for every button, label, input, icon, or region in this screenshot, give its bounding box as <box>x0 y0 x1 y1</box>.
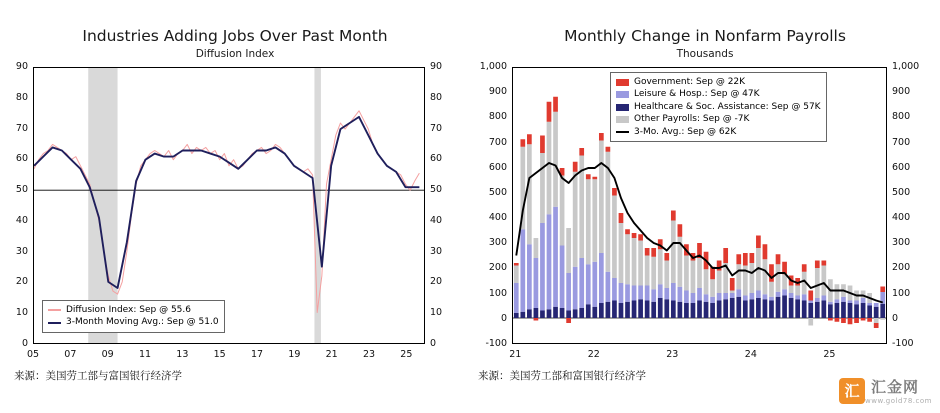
x-tick-label: 25 <box>400 349 413 360</box>
legend-label: Government: Sep @ 22K <box>634 77 746 87</box>
y-tick-label-right: 80 <box>430 91 443 103</box>
y-tick-label: 500 <box>488 186 507 198</box>
legend-label: Other Payrolls: Sep @ -7K <box>634 114 750 125</box>
y-tick-label-right: 900 <box>892 86 911 98</box>
y-tick-label-right: 500 <box>892 186 911 198</box>
y-tick-label-right: 600 <box>892 161 911 173</box>
y-tick-label: 90 <box>15 61 28 72</box>
left-chart-title: Industries Adding Jobs Over Past Month <box>82 27 388 45</box>
y-tick-label: 80 <box>15 91 28 103</box>
y-tick-label: 60 <box>15 153 28 165</box>
y-tick-label: 100 <box>488 287 507 299</box>
y-tick-label: 600 <box>488 161 507 173</box>
x-tick-label: 17 <box>250 349 264 360</box>
legend-item <box>616 126 821 138</box>
watermark-text: 汇金网 <box>871 378 920 396</box>
x-tick-label: 11 <box>138 349 152 360</box>
legend-item <box>616 113 821 125</box>
x-tick-label: 23 <box>666 349 679 360</box>
x-tick-label: 22 <box>587 349 600 360</box>
y-tick-label-right: 10 <box>430 307 443 319</box>
y-tick-label-right: 30 <box>430 245 443 257</box>
y-tick-label-right: 60 <box>430 153 443 165</box>
x-tick-label: 23 <box>362 349 376 360</box>
x-tick-label: 05 <box>26 349 40 360</box>
y-tick-label-right: 0 <box>892 312 899 324</box>
legend-label: Healthcare & Soc. Assistance: Sep @ 57K <box>634 101 821 112</box>
y-tick-label: 1,000 <box>479 61 507 72</box>
x-tick-label: 21 <box>325 349 338 360</box>
y-tick-label-right: -100 <box>892 338 914 349</box>
legend-item <box>616 101 821 113</box>
y-tick-label-right: 70 <box>430 122 443 134</box>
y-tick-label: 40 <box>15 214 28 226</box>
legend-item <box>48 304 219 316</box>
y-tick-label: 10 <box>15 307 28 319</box>
legend-swatch-diffusion-icon <box>48 309 61 311</box>
y-tick-label: 70 <box>15 122 28 134</box>
legend-swatch-leisure-icon <box>616 91 629 98</box>
watermark-logo-icon: 汇 <box>839 378 865 404</box>
y-tick-label-right: 100 <box>892 287 911 299</box>
y-tick-label: 400 <box>488 212 507 224</box>
y-tick-label-right: 700 <box>892 136 911 148</box>
x-tick-label: 07 <box>64 349 77 360</box>
left-source-note: 来源：美国劳工部与富国银行经济学 <box>14 370 182 382</box>
y-tick-label-right: 0 <box>430 338 437 349</box>
right-chart-title: Monthly Change in Nonfarm Payrolls <box>564 27 846 45</box>
y-tick-label-right: 40 <box>430 214 443 226</box>
x-tick-label: 15 <box>213 349 226 360</box>
y-tick-label-right: 800 <box>892 111 911 123</box>
y-tick-label-right: 300 <box>892 237 911 249</box>
legend-label: 3-Month Moving Avg.: Sep @ 51.0 <box>66 317 219 328</box>
x-tick-label: 24 <box>744 349 757 360</box>
y-tick-label: 800 <box>488 111 507 123</box>
left-chart-subtitle: Diffusion Index <box>195 48 275 61</box>
legend-swatch-3mo-avg-icon <box>616 131 629 133</box>
legend-item <box>616 76 821 88</box>
legend-swatch-movavg-icon <box>48 322 61 324</box>
legend-label: Diffusion Index: Sep @ 55.6 <box>66 305 191 315</box>
y-tick-label: 50 <box>15 184 28 196</box>
y-tick-label: 0 <box>500 312 507 324</box>
legend-swatch-healthcare-icon <box>616 104 629 111</box>
y-tick-label-right: 400 <box>892 212 911 224</box>
watermark-subtext: www.gold78.com <box>865 397 932 405</box>
legend-swatch-government-icon <box>616 79 629 86</box>
right-source-note: 来源：美国劳工部和富国银行经济学 <box>478 370 646 382</box>
y-tick-label: 300 <box>488 237 507 249</box>
y-tick-label-right: 50 <box>430 184 443 196</box>
y-tick-label: 20 <box>15 276 28 288</box>
y-tick-label-right: 1,000 <box>892 61 920 72</box>
y-tick-label-right: 20 <box>430 276 443 288</box>
right-legend <box>610 72 827 142</box>
right-chart-subtitle: Thousands <box>676 48 734 61</box>
y-tick-label: 900 <box>488 86 507 98</box>
y-tick-label: 700 <box>488 136 507 148</box>
x-tick-label: 25 <box>823 349 836 360</box>
right-panel <box>470 0 940 413</box>
legend-item <box>616 88 821 100</box>
x-tick-label: 21 <box>509 349 522 360</box>
legend-item <box>48 316 219 328</box>
y-tick-label-right: 200 <box>892 262 911 274</box>
legend-label: 3-Mo. Avg.: Sep @ 62K <box>634 126 737 137</box>
legend-label: Leisure & Hosp.: Sep @ 47K <box>634 89 760 100</box>
y-tick-label: 30 <box>15 245 28 257</box>
x-tick-label: 13 <box>176 349 189 360</box>
left-legend <box>42 300 225 333</box>
y-tick-label-right: 90 <box>430 61 443 72</box>
y-tick-label: 200 <box>488 262 507 274</box>
y-tick-label: 0 <box>21 338 28 349</box>
watermark <box>839 376 932 405</box>
x-tick-label: 19 <box>288 349 301 360</box>
x-tick-label: 09 <box>101 349 114 360</box>
y-tick-label: -100 <box>485 338 507 349</box>
legend-swatch-other-icon <box>616 116 629 123</box>
